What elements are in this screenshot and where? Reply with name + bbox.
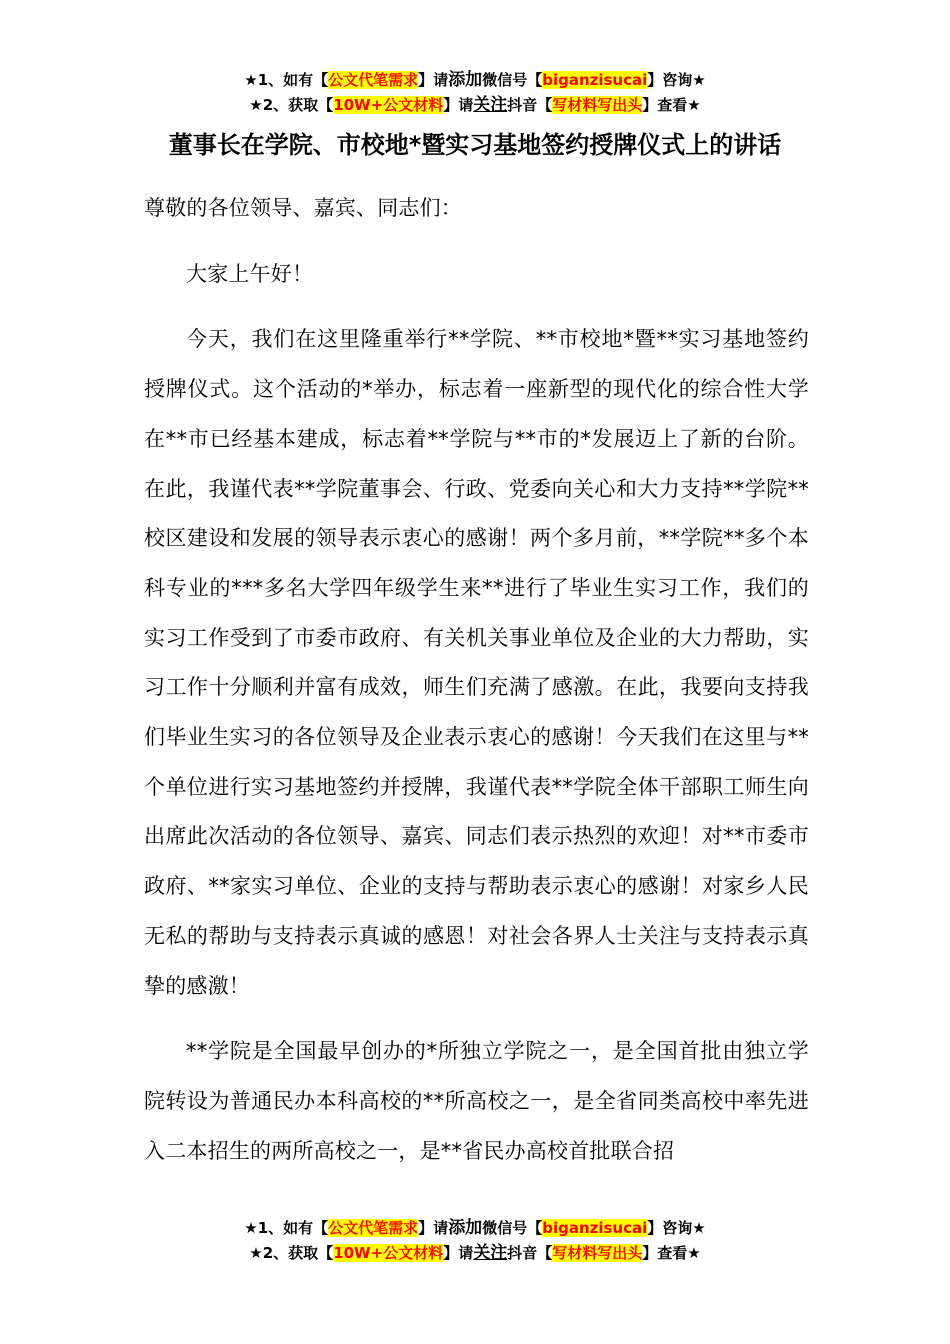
header-banner — [0, 68, 950, 118]
document-title: 董事长在学院、市校地*暨实习基地签约授牌仪式上的讲话 — [168, 131, 782, 159]
footer-line-2-suffix: 】查看★ — [642, 1244, 701, 1262]
header-line-2-prefix: ★2、获取【 — [249, 96, 334, 114]
footer-line-2 — [0, 1241, 950, 1266]
header-line-1-prefix: ★1、如有【 — [244, 71, 329, 89]
footer-line-1-emphasis: 添加 — [448, 1218, 483, 1238]
footer-line-2-emphasis: 关注 — [473, 1243, 508, 1263]
salutation: 尊敬的各位领导、嘉宾、同志们： — [144, 196, 462, 220]
footer-line-2-text: 】请 — [443, 1244, 474, 1262]
footer-line-2-text-2: 抖音【 — [507, 1244, 553, 1262]
footer-line-2-prefix: ★2、获取【 — [249, 1244, 334, 1262]
footer-line-1-text-2: 微信号【 — [482, 1219, 543, 1237]
footer-line-1-prefix: ★1、如有【 — [244, 1219, 329, 1237]
footer-line-1 — [0, 1216, 950, 1241]
footer-line-1-text: 】请 — [418, 1219, 449, 1237]
footer-line-2-highlight-materials: 10W+公文材料 — [333, 1244, 444, 1262]
header-line-2-highlight-materials: 10W+公文材料 — [333, 96, 444, 114]
header-line-2-highlight-douyin: 写材料写出头 — [552, 96, 643, 114]
footer-line-2-highlight-douyin: 写材料写出头 — [552, 1244, 643, 1262]
footer-line-1-highlight-service: 公文代笔需求 — [328, 1219, 419, 1237]
header-line-2 — [0, 93, 950, 118]
header-line-2-emphasis: 关注 — [473, 95, 508, 115]
paragraph-2: **学院是全国最早创办的*所独立学院之一，是全国首批由独立学院转设为普通民办本科高校的**所高校之一，是全省同类高校中率先进入二本招生的两所高校之一，是**省民办高校首批联合招 — [144, 1039, 809, 1163]
greeting: 大家上午好！ — [186, 261, 314, 286]
header-line-1-text-2: 微信号【 — [482, 71, 543, 89]
header-line-2-text-2: 抖音【 — [507, 96, 553, 114]
header-line-1 — [0, 68, 950, 93]
footer-line-1-suffix: 】咨询★ — [647, 1219, 706, 1237]
header-line-1-highlight-service: 公文代笔需求 — [328, 71, 419, 89]
document-body — [144, 184, 809, 1192]
header-line-1-text: 】请 — [418, 71, 449, 89]
footer-banner — [0, 1216, 950, 1266]
footer-line-1-highlight-wechat: biganzisucai — [542, 1219, 648, 1237]
header-line-2-text: 】请 — [443, 96, 474, 114]
paragraph-1: 今天，我们在这里隆重举行**学院、**市校地*暨**实习基地签约授牌仪式。这个活动的*举办，标志着一座新型的现代化的综合性大学在**市已经基本建成，标志着**学院与**市的*发展迈上了新的台阶。在此，我谨代表**学院董事会、行政、党委向关心和大力支持**学院**校区建设和发展的领导表示衷心的感谢！两个多月前，**学院**多个本科专业的***多名大学四年级学生来**进行了毕业生实习工作，我们的实习工作受到了市委市政府、有关机关事业单位及企业的大力帮助，实习工作十分顺利并富有成效，师生们充满了感激。在此，我要向支持我们毕业生实习的各位领导及企业表示衷心的感谢！今天我们在这里与**个单位进行实习基地签约并授牌，我谨代表**学院全体干部职工师生向出席此次活动的各位领导、嘉宾、同志们表示热烈的欢迎！对**市委市政府、**家实习单位、企业的支持与帮助表示衷心的感谢！对家乡人民无私的帮助与支持表示真诚的感恩！对社会各界人士关注与支持表示真挚的感激！ — [144, 327, 809, 998]
header-line-1-suffix: 】咨询★ — [647, 71, 706, 89]
header-line-2-suffix: 】查看★ — [642, 96, 701, 114]
header-line-1-emphasis: 添加 — [448, 70, 483, 90]
header-line-1-highlight-wechat: biganzisucai — [542, 71, 648, 89]
